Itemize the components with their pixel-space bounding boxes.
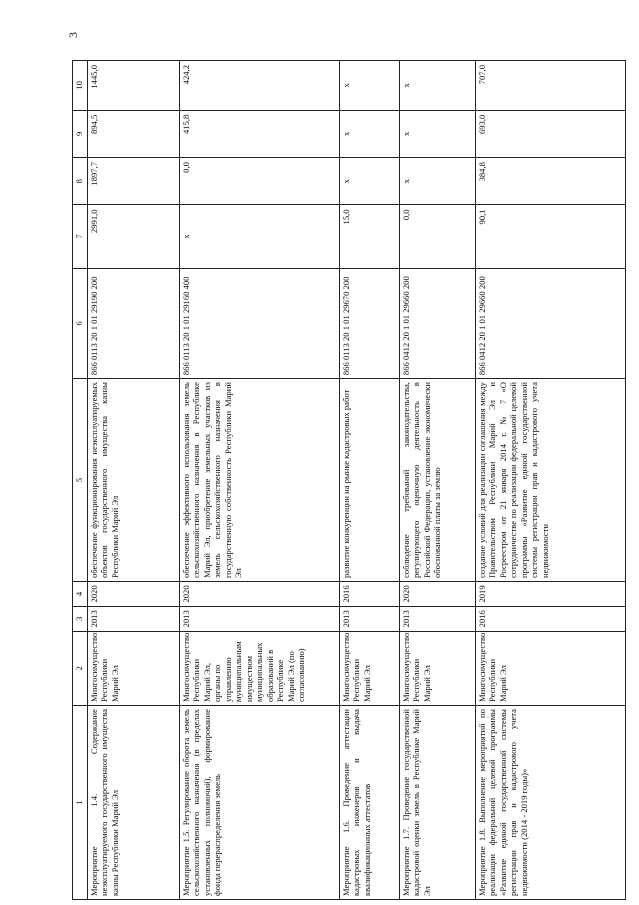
value-col-8: х: [400, 158, 476, 205]
value-col-8: 0,0: [180, 158, 340, 205]
col-header-4: 4: [73, 582, 88, 607]
header-row: [73, 61, 88, 900]
value-col-9: 693,0: [476, 110, 626, 157]
start-year: 2016: [476, 606, 626, 631]
page-number: 3: [66, 32, 80, 38]
activity-name: Мероприятие 1.5. Регулирование оборота земель сельскохозяйственного назначения (в пределах установленных полномочий), формирование фонда перераспределения земель: [180, 706, 340, 900]
expected-result: соблюдение требований законодательства, регулирующего оценочную деятельность в Российской Федерации, установление экономически обоснованной платы за землю: [400, 379, 476, 582]
start-year: 2013: [340, 606, 400, 631]
executor: Мингосимущество Республики Марий Эл: [340, 631, 400, 705]
table-row: [88, 61, 180, 900]
value-col-8: х: [340, 158, 400, 205]
value-col-9: 415,8: [180, 110, 340, 157]
value-col-7: 90,1: [476, 205, 626, 268]
table-row: [400, 61, 476, 900]
value-col-7: х: [180, 205, 340, 268]
executor: Мингосимущество Республики Марий Эл: [88, 631, 180, 705]
value-col-10: 1445,0: [88, 61, 180, 111]
col-header-8: 8: [73, 158, 88, 205]
end-year: 2020: [88, 582, 180, 607]
value-col-10: 424,2: [180, 61, 340, 111]
value-col-8: 1897,7: [88, 158, 180, 205]
col-header-5: 5: [73, 379, 88, 582]
budget-code: 866 0113 20 1 01 29160 400: [180, 268, 340, 379]
budget-code: 866 0113 20 1 01 29670 200: [340, 268, 400, 379]
value-col-8: 384,8: [476, 158, 626, 205]
expected-result: обеспечение функционирования неэксплуатируемых объектов государственного имущества казны Республики Марий Эл: [88, 379, 180, 582]
table-row: [476, 61, 626, 900]
activity-name: Мероприятие 1.8. Выполнение мероприятий по реализации федеральной целевой программы «Развитие единой государственной системы регистрации прав и кадастрового учета недвижимости (2014 - 2019 годы)»: [476, 706, 626, 900]
value-col-10: х: [340, 61, 400, 111]
start-year: 2013: [180, 606, 340, 631]
value-col-7: 0,0: [400, 205, 476, 268]
expected-result: развитие конкуренции на рынке кадастровых работ: [340, 379, 400, 582]
table-row: [180, 61, 340, 900]
executor: Мингосимущество Республики Марий Эл: [400, 631, 476, 705]
value-col-10: х: [400, 61, 476, 111]
end-year: 2019: [476, 582, 626, 607]
value-col-7: 15,0: [340, 205, 400, 268]
activity-name: Мероприятие 1.7. Проведение государственной кадастровой оценки земель в Республике Марий Эл: [400, 706, 476, 900]
col-header-2: 2: [73, 631, 88, 705]
budget-code: 866 0412 20 1 01 29660 200: [476, 268, 626, 379]
value-col-9: 894,5: [88, 110, 180, 157]
expected-result: создание условий для реализации соглашения между Правительством Республики Марий Эл и Росреестром от 21 января 2014 г. № 7 «О сотрудничестве по реализации федеральной целевой программы «Развитие единой государственной системы регистрации прав и кадастрового учета недвижимости: [476, 379, 626, 582]
executor: Мингосимущество Республики Марий Эл, органы по управлению муниципальным имуществом муниципальных образований в Республике Марий Эл (по согласованию): [180, 631, 340, 705]
expected-result: обеспечение эффективного использования земель сельскохозяйственного назначения в Республике Марий Эл, приобретение земельных участков из земель сельскохозяйственного назначения в государственную собственность Республики Марий Эл: [180, 379, 340, 582]
col-header-6: 6: [73, 268, 88, 379]
start-year: 2013: [88, 606, 180, 631]
end-year: 2020: [400, 582, 476, 607]
budget-code: 866 0113 20 1 01 29190 200: [88, 268, 180, 379]
value-col-7: 2991,0: [88, 205, 180, 268]
rotated-table-container: [72, 60, 624, 900]
value-col-10: 707,0: [476, 61, 626, 111]
activity-name: Мероприятие 1.4. Содержание неэксплуатируемого государственного имущества казны Республики Марий Эл: [88, 706, 180, 900]
table-row: [340, 61, 400, 900]
col-header-9: 9: [73, 110, 88, 157]
end-year: 2020: [180, 582, 340, 607]
value-col-9: х: [340, 110, 400, 157]
col-header-7: 7: [73, 205, 88, 268]
activity-name: Мероприятие 1.6. Проведение аттестации кадастровых инженеров и выдача квалификационных аттестатов: [340, 706, 400, 900]
col-header-3: 3: [73, 606, 88, 631]
end-year: 2016: [340, 582, 400, 607]
start-year: 2013: [400, 606, 476, 631]
executor: Мингосимущество Республики Марий Эл: [476, 631, 626, 705]
value-col-9: х: [400, 110, 476, 157]
col-header-1: 1: [73, 706, 88, 900]
budget-code: 866 0412 20 1 01 29660 200: [400, 268, 476, 379]
col-header-10: 10: [73, 61, 88, 111]
program-activities-table: [72, 60, 626, 900]
